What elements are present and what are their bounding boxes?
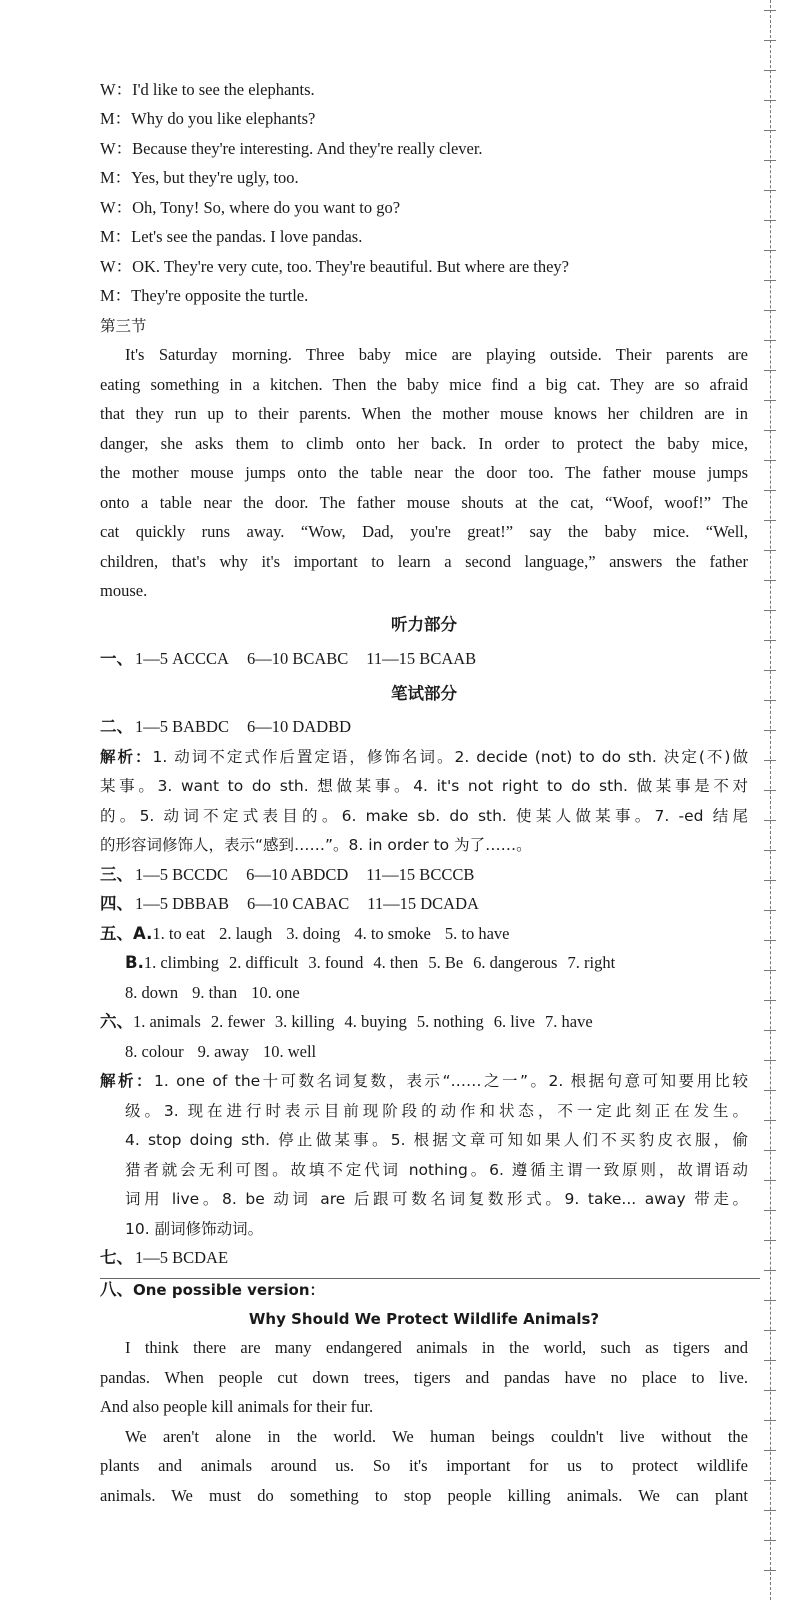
margin-tick	[764, 370, 776, 371]
margin-tick	[764, 220, 776, 221]
margin-tick	[764, 1360, 776, 1361]
margin-tick	[764, 700, 776, 701]
margin-tick	[764, 1480, 776, 1481]
margin-tick	[764, 790, 776, 791]
margin-tick	[764, 160, 776, 161]
margin-tick	[764, 130, 776, 131]
margin-tick	[764, 970, 776, 971]
section-label: 三、	[100, 865, 133, 884]
section-label: 八、	[100, 1280, 133, 1299]
margin-tick	[764, 1300, 776, 1301]
analysis-line: 解析：1. 动词不定式作后置定语，修饰名词。2. decide (not) to do sth. 决定(不)做	[100, 748, 748, 766]
passage-line: that they run up to their parents. When the mother mouse knows her children are in	[100, 404, 748, 423]
essay-line: And also people kill animals for their fur.	[100, 1397, 374, 1416]
dialogue-line: W：Oh, Tony! So, where do you want to go?	[100, 198, 401, 217]
passage-line: mouse.	[100, 581, 148, 600]
answers-section-3: 三、 1—5 BCCDC 6—10 ABDCD 11—15 BCCCB	[100, 865, 475, 884]
margin-tick	[764, 910, 776, 911]
dialogue-line: M：They're opposite the turtle.	[100, 286, 309, 305]
section-label: 一、	[100, 649, 133, 668]
essay-line: pandas. When people cut down trees, tigers and pandas have no place to live.	[100, 1368, 748, 1387]
margin-tick	[764, 1450, 776, 1451]
analysis-label: 解析：	[100, 1072, 154, 1090]
answers-section-6-cont: 8. colour 9. away 10. well	[125, 1042, 317, 1061]
analysis-line: 猎者就会无利可图。故填不定代词 nothing。6. 遵循主谓一致原则，故谓语动	[125, 1161, 748, 1179]
answers-section-5a: 五、A.1. to eat 2. laugh 3. doing 4. to smoke 5. to have	[100, 924, 510, 943]
margin-tick	[764, 820, 776, 821]
margin-tick	[764, 610, 776, 611]
answers-section-5b: B.1. climbing 2. difficult 3. found 4. then 5. Be 6. dangerous 7. right	[125, 953, 616, 972]
margin-tick	[764, 70, 776, 71]
margin-tick	[764, 40, 776, 41]
margin-tick	[764, 880, 776, 881]
essay-line: plants and animals around us. So it's important for us to protect wildlife	[100, 1456, 748, 1475]
answers-section-7: 七、 1—5 BCDAE	[100, 1248, 229, 1267]
margin-tick	[764, 730, 776, 731]
dialogue-line: M：Let's see the pandas. I love pandas.	[100, 227, 363, 246]
margin-tick	[764, 550, 776, 551]
answers-section-8: 八、One possible version：	[100, 1280, 325, 1299]
analysis-line: 4. stop doing sth. 停止做某事。5. 根据文章可知如果人们不买豹皮衣服，偷	[125, 1131, 748, 1149]
margin-tick	[764, 100, 776, 101]
margin-tick	[764, 430, 776, 431]
passage-line: the mother mouse jumps onto the table near the door too. The father mouse jumps	[100, 463, 748, 482]
section-label: B.	[125, 953, 144, 972]
margin-tick	[764, 1270, 776, 1271]
passage-line: It's Saturday morning. Three baby mice are playing outside. Their parents are	[125, 345, 748, 364]
margin-tick	[764, 1390, 776, 1391]
margin-tick	[764, 760, 776, 761]
margin-tick	[764, 850, 776, 851]
section-label: 六、	[100, 1012, 133, 1031]
margin-tick	[764, 670, 776, 671]
dialogue-line: M：Yes, but they're ugly, too.	[100, 168, 299, 187]
answers-section-4: 四、 1—5 DBBAB 6—10 CABAC 11—15 DCADA	[100, 894, 479, 913]
passage-line: danger, she asks them to climb onto her back. In order to protect the baby mice,	[100, 434, 748, 453]
writing-heading: 笔试部分	[391, 684, 457, 703]
section-label: 二、	[100, 717, 133, 736]
section-label: 七、	[100, 1248, 133, 1267]
passage-line: cat quickly runs away. “Wow, Dad, you're great!” say the baby mice. “Well,	[100, 522, 748, 541]
margin-tick	[764, 1150, 776, 1151]
margin-tick	[764, 520, 776, 521]
analysis-line: 级。3. 现在进行时表示目前现阶段的动作和状态，不一定此刻正在发生。	[125, 1102, 748, 1120]
margin-tick	[764, 1000, 776, 1001]
margin-tick	[764, 1570, 776, 1571]
margin-tick	[764, 280, 776, 281]
margin-tick	[764, 10, 776, 11]
margin-tick	[764, 1510, 776, 1511]
analysis-line: 解析：1. one of the十可数名词复数，表示“……之一”。2. 根据句意可知要用比较	[100, 1072, 748, 1090]
margin-tick	[764, 1060, 776, 1061]
margin-tick	[764, 460, 776, 461]
section-label: 五、A.	[100, 924, 153, 943]
margin-tick	[764, 1210, 776, 1211]
margin-tick	[764, 490, 776, 491]
margin-tick	[764, 1330, 776, 1331]
margin-tick	[764, 250, 776, 251]
answers-section-5b-cont: 8. down 9. than 10. one	[125, 983, 300, 1002]
dialogue-line: M：Why do you like elephants?	[100, 109, 316, 128]
margin-tick	[764, 1120, 776, 1121]
margin-tick	[764, 1090, 776, 1091]
margin-tick	[764, 1540, 776, 1541]
essay-line: We aren't alone in the world. We human beings couldn't live without the	[125, 1427, 748, 1446]
margin-tick	[764, 190, 776, 191]
margin-tick	[764, 340, 776, 341]
answers-section-1: 一、 1—5 ACCCA 6—10 BCABC 11—15 BCAAB	[100, 649, 477, 668]
margin-tick	[764, 400, 776, 401]
dialogue-line: W：Because they're interesting. And they're really clever.	[100, 139, 483, 158]
margin-tick	[764, 1030, 776, 1031]
essay-title: Why Should We Protect Wildlife Animals?	[248, 1310, 600, 1328]
analysis-line: 的。5. 动词不定式表目的。6. make sb. do sth. 使某人做某事。7. -ed 结尾	[100, 807, 748, 825]
listening-heading: 听力部分	[391, 615, 457, 634]
dialogue-line: W：OK. They're very cute, too. They're beautiful. But where are they?	[100, 257, 569, 276]
passage-line: onto a table near the door. The father mouse shouts at the cat, “Woof, woof!” The	[100, 493, 748, 512]
dialogue-line: W：I'd like to see the elephants.	[100, 80, 315, 99]
section-label: 四、	[100, 894, 133, 913]
analysis-line: 某事。3. want to do sth. 想做某事。4. it's not right to do sth. 做某事是不对	[100, 777, 748, 795]
margin-tick	[764, 640, 776, 641]
analysis-label: 解析：	[100, 748, 153, 766]
passage-line: children, that's why it's important to learn a second language,” answers the father	[100, 552, 748, 571]
essay-line: I think there are many endangered animals in the world, such as tigers and	[125, 1338, 748, 1357]
analysis-line: 10. 副词修饰动词。	[125, 1220, 264, 1238]
analysis-line: 词用 live。8. be 动词 are 后跟可数名词复数形式。9. take... away 带走。	[125, 1190, 748, 1208]
answers-section-2: 二、 1—5 BABDC 6—10 DADBD	[100, 717, 352, 736]
passage-line: eating something in a kitchen. Then the baby mice find a big cat. They are so afraid	[100, 375, 748, 394]
margin-tick	[764, 310, 776, 311]
section-3-title: 第三节	[100, 317, 147, 335]
margin-tick	[764, 580, 776, 581]
margin-tick	[764, 1420, 776, 1421]
essay-line: animals. We must do something to stop people killing animals. We can plant	[100, 1486, 748, 1505]
analysis-line: 的形容词修饰人，表示“感到……”。8. in order to 为了……。	[100, 836, 532, 854]
answers-section-6: 六、1. animals 2. fewer 3. killing 4. buying 5. nothing 6. live 7. have	[100, 1012, 593, 1031]
margin-tick	[764, 1180, 776, 1181]
margin-tick	[764, 940, 776, 941]
margin-tick	[764, 1240, 776, 1241]
